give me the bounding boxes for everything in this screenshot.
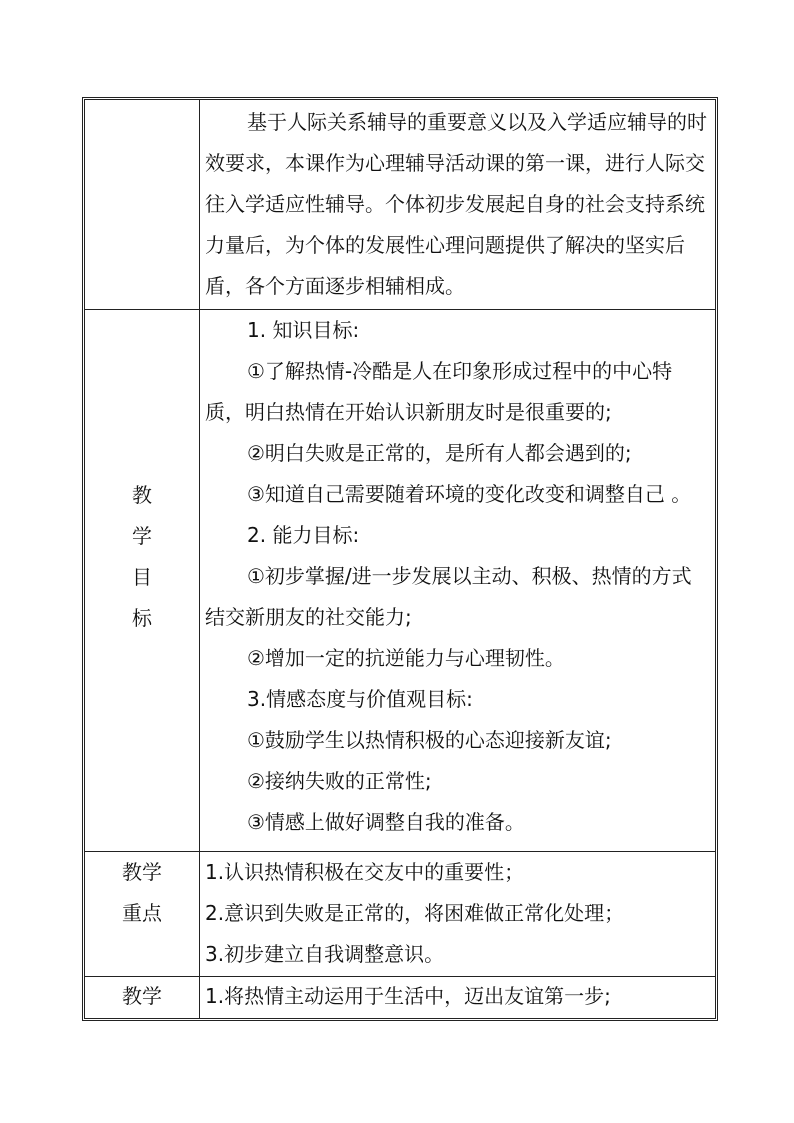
paragraph: 1.认识热情积极在交友中的重要性； bbox=[205, 860, 525, 884]
content-table bbox=[82, 97, 718, 1021]
row-content bbox=[205, 852, 707, 975]
paragraph: ②增加一定的抗逆能力与心理韧性。 bbox=[247, 646, 565, 670]
row-content bbox=[205, 976, 707, 1017]
table-row bbox=[85, 100, 715, 309]
row-content bbox=[205, 310, 707, 843]
paragraph: 3.情感态度与价值观目标: bbox=[247, 687, 473, 711]
paragraph: 基于人际关系辅导的重要意义以及入学适应辅导的时效要求，本课作为心理辅导活动课的第一课，进行人际交往入学适应性辅导。个体初步发展起自身的社会支持系统力量后，为个体的发展性心理问题提供了解决的坚实后盾，各个方面逐步相辅相成。 bbox=[205, 110, 707, 298]
paragraph: ③知道自己需要随着环境的变化改变和调整自己 。 bbox=[247, 482, 692, 506]
row-label bbox=[85, 852, 199, 934]
table-row bbox=[85, 976, 715, 1018]
paragraph: 3.初步建立自我调整意识。 bbox=[205, 942, 445, 966]
label-text: 教学 bbox=[122, 984, 162, 1008]
paragraph: ①鼓励学生以热情积极的心态迎接新友谊; bbox=[247, 728, 612, 752]
label-text: 教学 bbox=[122, 860, 162, 884]
label-char: 学 bbox=[132, 524, 152, 548]
label-char: 目 bbox=[132, 565, 152, 589]
label-char: 标 bbox=[132, 606, 152, 630]
paragraph: ①了解热情-冷酷是人在印象形成过程中的中心特质，明白热情在开始认识新朋友时是很重要的; bbox=[205, 359, 673, 424]
paragraph: ①初步掌握/进一步发展以主动、积极、热情的方式结交新朋友的社交能力; bbox=[205, 564, 692, 629]
paragraph: 1.将热情主动运用于生活中，迈出友谊第一步; bbox=[205, 984, 611, 1008]
paragraph: 2. 能力目标: bbox=[247, 523, 360, 547]
paragraph: ③情感上做好调整自我的准备。 bbox=[247, 810, 525, 834]
paragraph: 2.意识到失败是正常的，将困难做正常化处理； bbox=[205, 901, 625, 925]
row-label bbox=[85, 976, 199, 1017]
paragraph: 1. 知识目标: bbox=[247, 318, 360, 342]
table-row bbox=[85, 309, 715, 851]
label-text: 重点 bbox=[122, 901, 162, 925]
row-label bbox=[85, 475, 199, 639]
row-content bbox=[205, 102, 707, 307]
paragraph: ②接纳失败的正常性; bbox=[247, 769, 432, 793]
table-row bbox=[85, 851, 715, 976]
label-char: 教 bbox=[132, 483, 152, 507]
paragraph: ②明白失败是正常的，是所有人都会遇到的; bbox=[247, 441, 632, 465]
